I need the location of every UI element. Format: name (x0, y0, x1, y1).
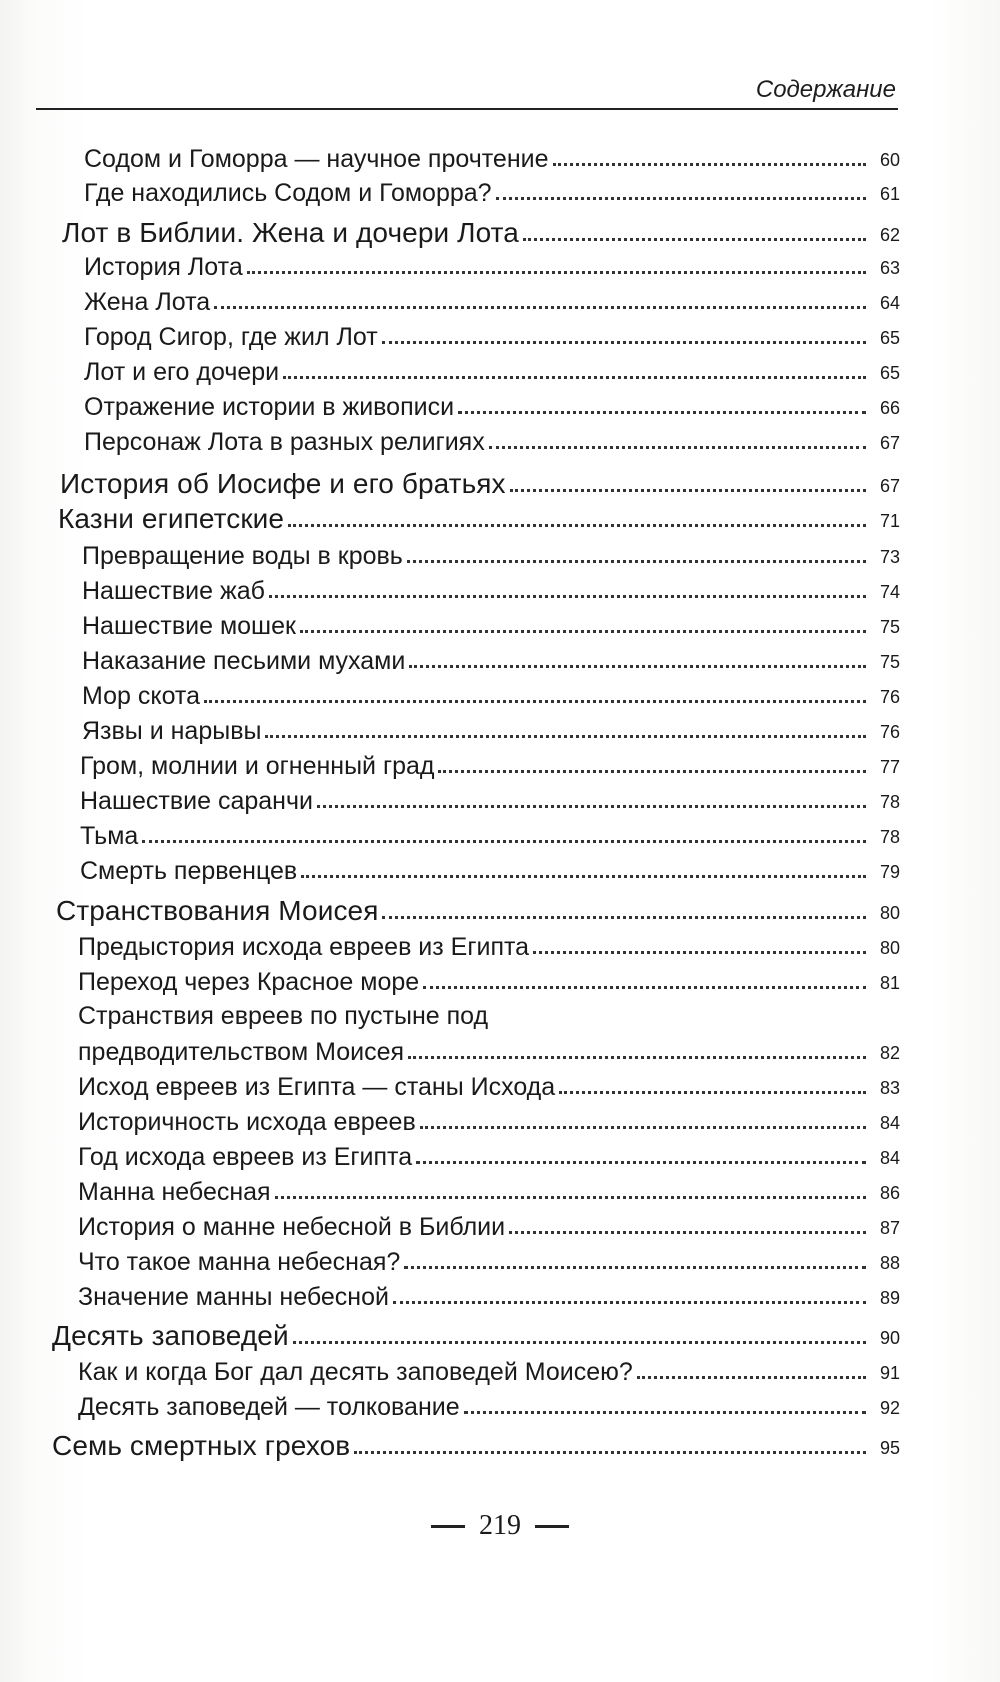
toc-entry (84, 316, 900, 350)
toc-entry (84, 246, 900, 280)
dot-leader (420, 1126, 866, 1129)
dot-leader (354, 1451, 866, 1454)
toc-entry-title: Что такое манна небесная? (78, 1247, 401, 1276)
toc-entry (84, 421, 900, 455)
toc-entry (80, 780, 900, 814)
dot-leader (510, 489, 866, 492)
toc-entry-title: Манна небесная (78, 1177, 271, 1206)
toc-entry (82, 710, 900, 744)
toc-entry-page: 78 (879, 792, 900, 812)
toc-entry-title: Десять заповедей (52, 1319, 289, 1351)
toc-entry-page: 74 (879, 582, 900, 602)
toc-entry (78, 1276, 900, 1310)
toc-entry-title: Наказание песьими мухами (82, 646, 406, 675)
toc-entry (84, 281, 900, 315)
toc-entry (82, 535, 900, 569)
toc-entry-title-line1: Странствия евреев по пустыне под (78, 1001, 489, 1030)
toc-entry-page: 76 (879, 722, 900, 742)
toc-entry-page: 86 (879, 1183, 900, 1203)
toc-entry-page: 78 (879, 827, 900, 847)
toc-entry-title: Нашествие мошек (82, 611, 296, 640)
dot-leader (509, 1231, 866, 1234)
toc-entry-title: Мор скота (82, 681, 201, 710)
toc-entry-title: Семь смертных грехов (52, 1429, 351, 1461)
toc-entry (62, 213, 900, 247)
dot-leader (214, 306, 866, 309)
toc-entry-title: Гром, молнии и огненный град (80, 751, 435, 780)
page-number-value: 219 (479, 1510, 521, 1541)
dot-leader (404, 1266, 866, 1269)
toc-entry-page: 66 (879, 398, 900, 418)
toc-entry-title: Превращение воды в кровь (82, 541, 403, 570)
toc-entry (78, 1241, 900, 1275)
toc-entry-title: Исход евреев из Египта — станы Исхода (78, 1072, 556, 1101)
toc-entry-title: Лот в Библии. Жена и дочери Лота (62, 216, 519, 248)
toc-entry-page: 73 (879, 547, 900, 567)
toc-entry (58, 499, 900, 533)
dot-leader (283, 376, 866, 379)
toc-entry-page: 77 (879, 757, 900, 777)
dot-leader (533, 951, 866, 954)
toc-entry (52, 1316, 900, 1350)
dot-leader (247, 271, 866, 274)
dot-leader (407, 560, 866, 563)
dot-leader (265, 735, 866, 738)
toc-entry-title: предводительством Моисея (78, 1037, 405, 1066)
toc-entry-page: 83 (879, 1078, 900, 1098)
dot-leader (438, 770, 866, 773)
toc-entry (78, 1101, 900, 1135)
toc-entry (78, 926, 900, 960)
toc-entry (80, 850, 900, 884)
toc-entry (78, 1066, 900, 1100)
toc-entry (82, 570, 900, 604)
toc-entry-page: 65 (879, 328, 900, 348)
toc-entry-title: Казни египетские (58, 502, 285, 534)
toc-entry (82, 605, 900, 639)
dot-leader (553, 163, 867, 166)
toc-entry-title: Отражение истории в живописи (84, 392, 455, 421)
toc-entry-page: 67 (879, 433, 900, 453)
toc-entry-page: 81 (879, 973, 900, 993)
toc-entry (82, 640, 900, 674)
toc-entry (84, 351, 900, 385)
toc-entry-page: 95 (879, 1438, 900, 1458)
page-number (0, 1510, 1000, 1542)
toc-entry-page: 84 (879, 1148, 900, 1168)
dot-leader (382, 916, 866, 919)
toc-entry (82, 675, 900, 709)
toc-entry-page: 67 (879, 476, 900, 496)
toc-entry (84, 172, 900, 206)
toc-entry-title: Смерть первенцев (80, 856, 298, 885)
toc-entry-title: Где находились Содом и Гоморра? (84, 178, 492, 207)
toc-entry-title: Язвы и нарывы (82, 716, 262, 745)
toc-entry-page: 87 (879, 1218, 900, 1238)
toc-entry-page: 75 (879, 652, 900, 672)
dot-leader (423, 986, 866, 989)
toc-entry-page: 90 (879, 1328, 900, 1348)
toc-entry (84, 386, 900, 420)
toc-entry-page: 91 (879, 1363, 900, 1383)
toc-entry-title: История о манне небесной в Библии (78, 1212, 506, 1241)
toc-entry (56, 891, 900, 925)
dot-leader (409, 665, 866, 668)
toc-entry (78, 1001, 900, 1066)
toc-entry-page: 60 (879, 150, 900, 170)
toc-entry-page: 76 (879, 687, 900, 707)
dot-leader (489, 446, 866, 449)
toc-entry-page: 82 (879, 1043, 900, 1063)
dot-leader (637, 1376, 866, 1379)
toc-entry-page: 89 (879, 1288, 900, 1308)
toc-entry-title: Лот и его дочери (84, 357, 280, 386)
dot-leader (317, 805, 866, 808)
toc-entry (78, 1136, 900, 1170)
toc-entry-title: Город Сигор, где жил Лот (84, 322, 378, 351)
toc-entry-title: Жена Лота (84, 287, 211, 316)
dot-leader (204, 700, 866, 703)
toc-entry-page: 61 (879, 184, 900, 204)
dot-leader (293, 1341, 866, 1344)
toc-entry-title: История об Иосифе и его братьях (60, 467, 506, 499)
toc-entry (78, 1171, 900, 1205)
dot-leader (408, 1056, 866, 1059)
toc-entry-title: Десять заповедей — толкование (78, 1392, 460, 1421)
toc-entry-page: 75 (879, 617, 900, 637)
running-head (36, 74, 898, 110)
dot-leader (496, 197, 866, 200)
dot-leader (275, 1196, 866, 1199)
toc-entry (80, 815, 900, 849)
folio-dash-right (535, 1525, 569, 1528)
toc-entry-page: 71 (879, 511, 900, 531)
toc-entry-title: История Лота (84, 252, 243, 281)
toc-entry-title: Нашествие саранчи (80, 786, 313, 815)
toc-entry-page: 64 (879, 293, 900, 313)
dot-leader (142, 840, 866, 843)
toc-entry-page: 79 (879, 862, 900, 882)
toc-entry-title: Год исхода евреев из Египта (78, 1142, 413, 1171)
toc-entry (80, 745, 900, 779)
toc-entry-title: Странствования Моисея (56, 894, 379, 926)
dot-leader (288, 524, 866, 527)
folio-dash-left (431, 1525, 465, 1528)
toc-entry-page: 62 (879, 225, 900, 245)
dot-leader (559, 1091, 866, 1094)
toc-entry-title: Переход через Красное море (78, 967, 420, 996)
toc-entry (52, 1426, 900, 1460)
toc-entry-title: Нашествие жаб (82, 576, 265, 605)
dot-leader (523, 238, 866, 241)
toc-entry-title: Как и когда Бог дал десять заповедей Моисею? (78, 1357, 633, 1386)
toc-entry-page: 84 (879, 1113, 900, 1133)
toc-entry (78, 1351, 900, 1385)
toc-entry (84, 138, 900, 172)
dot-leader (416, 1161, 866, 1164)
toc-entry-title: Предыстория исхода евреев из Египта (78, 932, 530, 961)
toc-entry (78, 961, 900, 995)
toc-entry (60, 464, 900, 498)
toc-entry-page: 88 (879, 1253, 900, 1273)
toc-entry-title: Персонаж Лота в разных религиях (84, 427, 485, 456)
toc-entry-title: Значение манны небесной (78, 1282, 389, 1311)
dot-leader (269, 595, 866, 598)
running-head-title: Содержание (755, 76, 896, 103)
toc-entry-page: 65 (879, 363, 900, 383)
toc-entry (78, 1206, 900, 1240)
dot-leader (301, 875, 866, 878)
toc-entry-page: 92 (879, 1398, 900, 1418)
dot-leader (464, 1411, 866, 1414)
toc-entry (78, 1386, 900, 1420)
toc-entry-page: 80 (879, 903, 900, 923)
toc-entry-page: 63 (879, 258, 900, 278)
toc-entry-page: 80 (879, 938, 900, 958)
dot-leader (300, 630, 866, 633)
toc-entry-title: Историчность исхода евреев (78, 1107, 416, 1136)
dot-leader (393, 1301, 866, 1304)
toc-entry-title: Тьма (80, 821, 139, 850)
dot-leader (382, 341, 866, 344)
dot-leader (458, 411, 866, 414)
toc-entry-title: Содом и Гоморра — научное прочтение (84, 144, 549, 173)
